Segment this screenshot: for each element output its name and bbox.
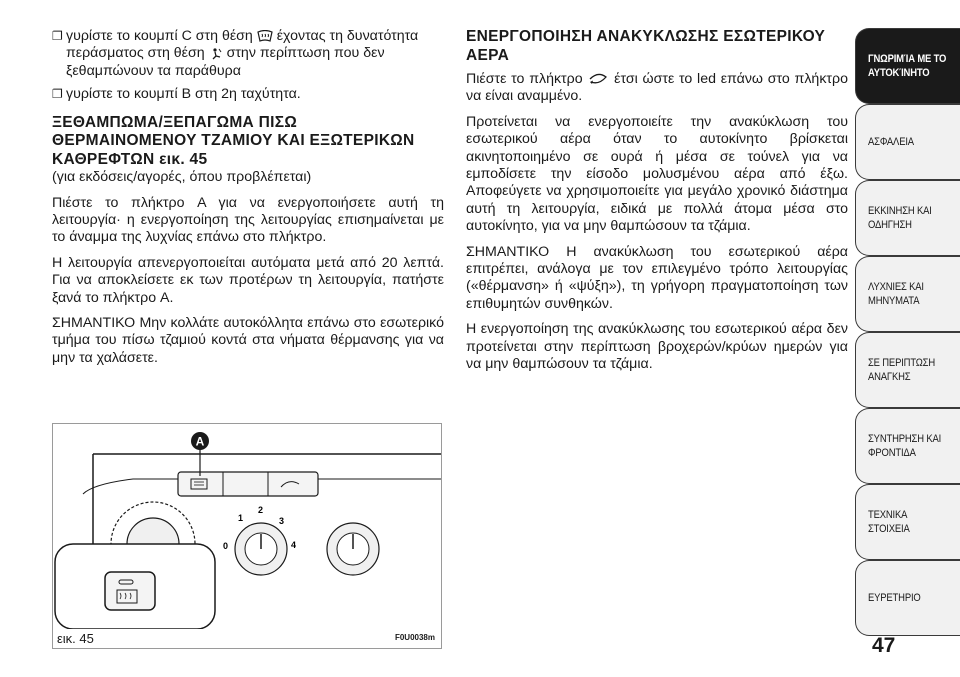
paragraph: ΣΗΜΑΝΤΙΚΟ Μην κολλάτε αυτοκόλλητα επάνω στο εσωτερικό τμήμα του πίσω τζαμιού κοντά στα νήματα θέρμανσης για να μην τα χαλάσετε. — [52, 314, 444, 366]
fan-label: 2 — [258, 505, 264, 515]
paragraph-start: Πιέστε το πλήκτρο — [466, 71, 583, 87]
climate-control-figure — [52, 423, 442, 649]
feet-windscreen-icon — [209, 47, 223, 61]
section-heading: ΕΝΕΡΓΟΠΟΙΗΣΗ ΑΝΑΚΥΚΛΩΣΗΣ ΕΣΩΤΕΡΙΚΟΥ ΑΕΡΑ — [466, 28, 826, 64]
fan-label: 3 — [279, 516, 285, 526]
figure-caption: εικ. 45 — [57, 631, 94, 646]
tab-safety[interactable]: ΑΣΦΑΛΕΙΑ — [855, 104, 960, 180]
climate-panel-illustration — [53, 424, 441, 629]
tab-emergency[interactable]: ΣΕ ΠΕΡΙΠΤΩΣΗ ΑΝΑΓΚΗΣ — [855, 332, 960, 408]
tab-index[interactable]: ΕΥΡΕΤΗΡΙΟ — [855, 560, 960, 636]
bullet-text-end: στην περίπτωση που δεν ξεθαμπώνουν τα παράθυρα — [66, 45, 385, 79]
button-strip — [178, 472, 318, 496]
paragraph: Πιέστε το πλήκτρο A για να ενεργοποιήσετε αυτή τη λειτουργία· η ενεργοποίηση της λειτουργίας επισημαίνεται με το άναμμα της λυχνίας επάνω στο πλήκτρο. — [52, 194, 444, 246]
callout-label: A — [195, 434, 205, 449]
windscreen-defrost-icon — [257, 30, 273, 43]
bullet-text: γυρίστε το κουμπί C στη θέση — [66, 28, 253, 44]
chapter-tabs — [855, 28, 960, 636]
paragraph: Η ενεργοποίηση της ανακύκλωσης του εσωτερικού αέρα δεν προτείνεται στην περίπτωση βροχερών/κρύων ημερών για να μην θαμπώσουν τα τζάμια. — [466, 321, 848, 373]
tab-maintenance[interactable]: ΣΥΝΤΗΡΗΣΗ ΚΑΙ ΦΡΟΝΤΙΔΑ — [855, 408, 960, 484]
bullet-text-tail: έχοντας τη δυνατότητα περάσματος στη θέση — [66, 28, 419, 62]
paragraph-end: έτσι ώστε το led επάνω στο πλήκτρο να είναι αναμμένο. — [466, 71, 848, 105]
fan-label: 4 — [291, 540, 297, 550]
tab-technical-data[interactable]: ΤΕΧΝΙΚΑ ΣΤΟΙΧΕΙΑ — [855, 484, 960, 560]
page-number: 47 — [872, 634, 896, 657]
section-subheading: (για εκδόσεις/αγορές, όπου προβλέπεται) — [52, 169, 312, 186]
recirculation-icon — [587, 73, 609, 85]
section-heading: ΞΕΘΑΜΠΩΜΑ/ΞΕΠΑΓΩΜΑ ΠΙΣΩ ΘΕΡΜΑΙΝΟΜΕΝΟΥ ΤΖΑΜΙΟΥ ΚΑΙ ΕΞΩΤΕΡΙΚΩΝ ΚΑΘΡΕΦΤΩΝ εικ. 45 — [52, 113, 415, 168]
tab-starting-driving[interactable]: ΕΚΚΙΝΗΣΗ ΚΑΙ ΟΔΗΓΗΣΗ — [855, 180, 960, 256]
rear-defrost-button-zoom[interactable] — [105, 572, 155, 610]
figure-code: F0U0038m — [394, 633, 435, 642]
paragraph: ΣΗΜΑΝΤΙΚΟ Η ανακύκλωση του εσωτερικού αέρα επιτρέπει, ανάλογα με τον επιλεγμένο τρόπο λειτουργίας («θέρμανση» ή «ψύξη»), τη γρήγορη πραγματοποίηση των επιθυμητών συνθηκών. — [466, 243, 848, 312]
bullet-text: γυρίστε το κουμπί B στη 2η ταχύτητα. — [66, 86, 301, 103]
right-column — [466, 28, 848, 382]
fan-label: 1 — [238, 513, 244, 523]
bullet-item — [52, 86, 444, 103]
tab-warning-lights[interactable]: ΛΥΧΝΙΕΣ ΚΑΙ ΜΗΝΥΜΑΤΑ — [855, 256, 960, 332]
checkbox-bullet-icon: ❐ — [52, 87, 63, 102]
fan-label: 0 — [223, 541, 229, 551]
paragraph: Η λειτουργία απενεργοποιείται αυτόματα μετά από 20 λεπτά. Για να αποκλείσετε εκ των προτέρων τη λειτουργία, πατήστε ξανά το πλήκτρο A. — [52, 254, 444, 306]
paragraph: Προτείνεται να ενεργοποιείτε την ανακύκλωση του εσωτερικού αέρα όταν το αυτοκίνητο βρίσκεται ακινητοποιημένο σε ουρά ή μέσα σε τούνελ για να εμποδίσετε την είσοδο μολυσμένου αέρα από έξω. Αποφεύγετε να χρησιμοποιείτε για μεγάλο χρονικό διάστημα αυτή τη λειτουργία, ειδικά με πολλά άτομα μέσα στο αυτοκίνητο, για να μην θαμπώσουν τα τζάμια. — [466, 113, 848, 235]
bullet-item — [52, 28, 444, 80]
paragraph — [466, 71, 848, 106]
left-column — [52, 28, 444, 375]
checkbox-bullet-icon: ❐ — [52, 29, 63, 43]
tab-getting-to-know[interactable]: ΓΝΩΡΙΜΊΑ ΜΕ ΤΟ ΑΥΤΟΚΊΝΗΤΟ — [855, 28, 960, 104]
